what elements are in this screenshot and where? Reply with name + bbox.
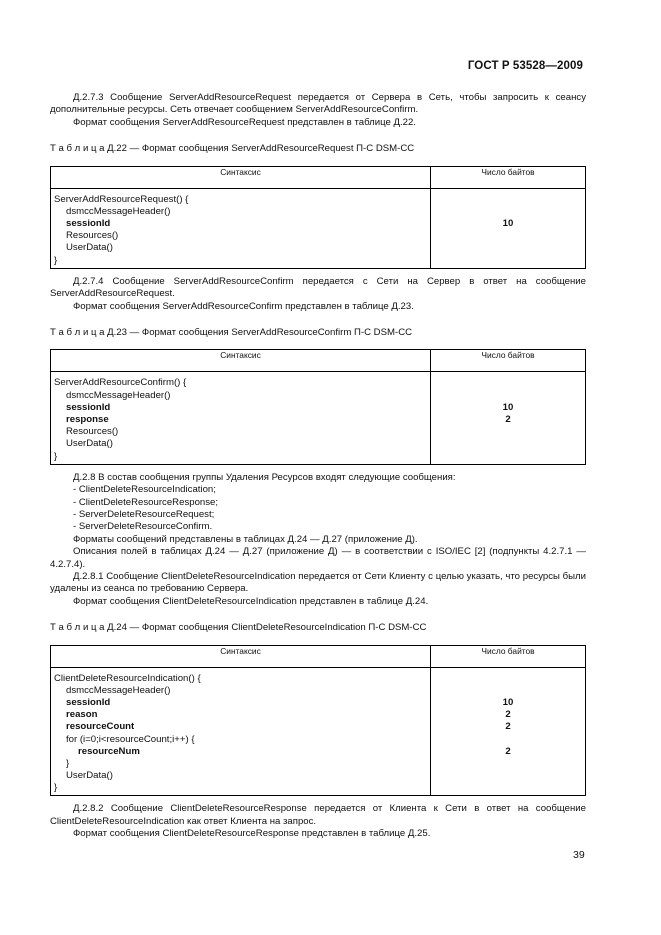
table-row: response <box>66 413 109 425</box>
paragraph-format-d24: Формат сообщения ClientDeleteResourceIndication представлен в таблице Д.24. <box>73 595 429 607</box>
table-row: UserData() <box>66 438 113 450</box>
paragraph-d-2-7-3: Д.2.7.3 Сообщение ServerAddResourceRequest передается от Сервера в Сеть, чтобы запросить к сеансу дополнительные ресурсы. Сеть отвечает сообщением ServerAddResourceConfirm. <box>50 92 586 116</box>
table-row: Resources() <box>66 230 119 242</box>
table-d24-header-syntax: Синтаксис <box>51 645 431 667</box>
table-row: sessionId <box>66 218 111 229</box>
table-d22-caption: Т а б л и ц а Д.22 — Формат сообщения ServerAddResourceRequest П-С DSM-CC <box>50 143 415 155</box>
table-row: } <box>54 782 58 794</box>
table-row: } <box>54 254 58 266</box>
table-row: sessionId <box>66 401 111 413</box>
table-row: UserData() <box>66 770 113 782</box>
table-row: resourceNum <box>78 745 140 757</box>
table-d22-header-bytes: Число байтов <box>431 166 586 188</box>
paragraph-field-descriptions: Описания полей в таблицах Д.24 — Д.27 (приложение Д) — в соответствии с ISO/IEC [2] (подпункты 4.2.7.1 — 4.2.7.4). <box>50 546 586 570</box>
table-row: dsmccMessageHeader() <box>66 205 171 217</box>
table-row: } <box>66 757 70 769</box>
paragraph-d-2-7-4: Д.2.7.4 Сообщение ServerAddResourceConfirm передается с Сети на Сервер в ответ на сообщение ServerAddResourceRequest. <box>50 275 586 300</box>
table-d23-header-syntax: Синтаксис <box>51 350 431 372</box>
byte-count: 2 <box>505 709 511 721</box>
table-row: ServerAddResourceConfirm() { <box>54 377 187 389</box>
paragraph-format-d25: Формат сообщения ClientDeleteResourceResponse представлен в таблице Д.25. <box>73 828 431 840</box>
table-d23 <box>50 349 586 464</box>
byte-count: 10 <box>502 218 514 229</box>
table-d24-caption: Т а б л и ц а Д.24 — Формат сообщения ClientDeleteResourceIndication П-С DSM-CC <box>50 622 427 634</box>
table-d23-bytes <box>431 376 586 464</box>
table-d22-header-syntax: Синтаксис <box>51 166 431 188</box>
byte-count: 2 <box>505 745 511 757</box>
table-d24 <box>50 645 586 797</box>
standard-header: ГОСТ Р 53528—2009 <box>467 60 583 72</box>
paragraph-formats: Форматы сообщений представлены в таблицах Д.24 — Д.27 (приложение Д). <box>73 533 418 545</box>
byte-count: 10 <box>502 696 514 708</box>
table-row: Resources() <box>66 426 119 438</box>
byte-count: 2 <box>505 413 511 425</box>
table-d24-header-bytes: Число байтов <box>431 645 586 667</box>
paragraph-d-2-8-1: Д.2.8.1 Сообщение ClientDeleteResourceIndication передается от Сети Клиенту с целью указать, что ресурсы были удалены из сеанса по требованию Сервера. <box>50 570 586 595</box>
table-d24-bytes <box>431 672 586 796</box>
paragraph-format-d22: Формат сообщения ServerAddResourceRequest представлен в таблице Д.22. <box>73 116 416 128</box>
list-item: - ClientDeleteResourceResponse; <box>73 496 219 508</box>
page-number: 39 <box>573 849 585 861</box>
table-d22-bytes <box>431 193 586 269</box>
table-d24-syntax <box>51 672 431 796</box>
table-row: dsmccMessageHeader() <box>66 389 171 401</box>
table-row: reason <box>66 709 98 721</box>
table-d22-syntax <box>51 193 431 269</box>
byte-count: 10 <box>502 401 514 413</box>
page-content <box>50 92 586 841</box>
table-d23-header-bytes: Число байтов <box>431 350 586 372</box>
byte-count: 2 <box>505 721 511 733</box>
table-row: resourceCount <box>66 721 135 733</box>
table-row: dsmccMessageHeader() <box>66 684 171 696</box>
table-row: ServerAddResourceRequest() { <box>54 193 189 205</box>
paragraph-d-2-8-2: Д.2.8.2 Сообщение ClientDeleteResourceResponse передается от Клиента к Сети в ответ на сообщение ClientDeleteResourceIndication как ответ Клиента на запрос. <box>50 803 586 827</box>
list-item: - ClientDeleteResourceIndication; <box>73 484 216 496</box>
table-row: UserData() <box>66 242 113 254</box>
table-row: } <box>54 450 58 462</box>
list-item: - ServerDeleteResourceRequest; <box>73 508 215 520</box>
list-item: - ServerDeleteResourceConfirm. <box>73 521 213 533</box>
table-d23-syntax <box>51 376 431 464</box>
table-d22 <box>50 166 586 269</box>
table-d23-caption: Т а б л и ц а Д.23 — Формат сообщения ServerAddResourceConfirm П-С DSM-CC <box>50 326 413 338</box>
paragraph-format-d23: Формат сообщения ServerAddResourceConfirm представлен в таблице Д.23. <box>73 300 414 312</box>
paragraph-d-2-8: Д.2.8 В состав сообщения группы Удаления Ресурсов входят следующие сообщения: <box>73 471 456 483</box>
table-row: sessionId <box>66 696 111 708</box>
table-row: ClientDeleteResourceIndication() { <box>54 672 201 684</box>
table-row: for (i=0;i<resourceCount;i++) { <box>66 733 195 745</box>
